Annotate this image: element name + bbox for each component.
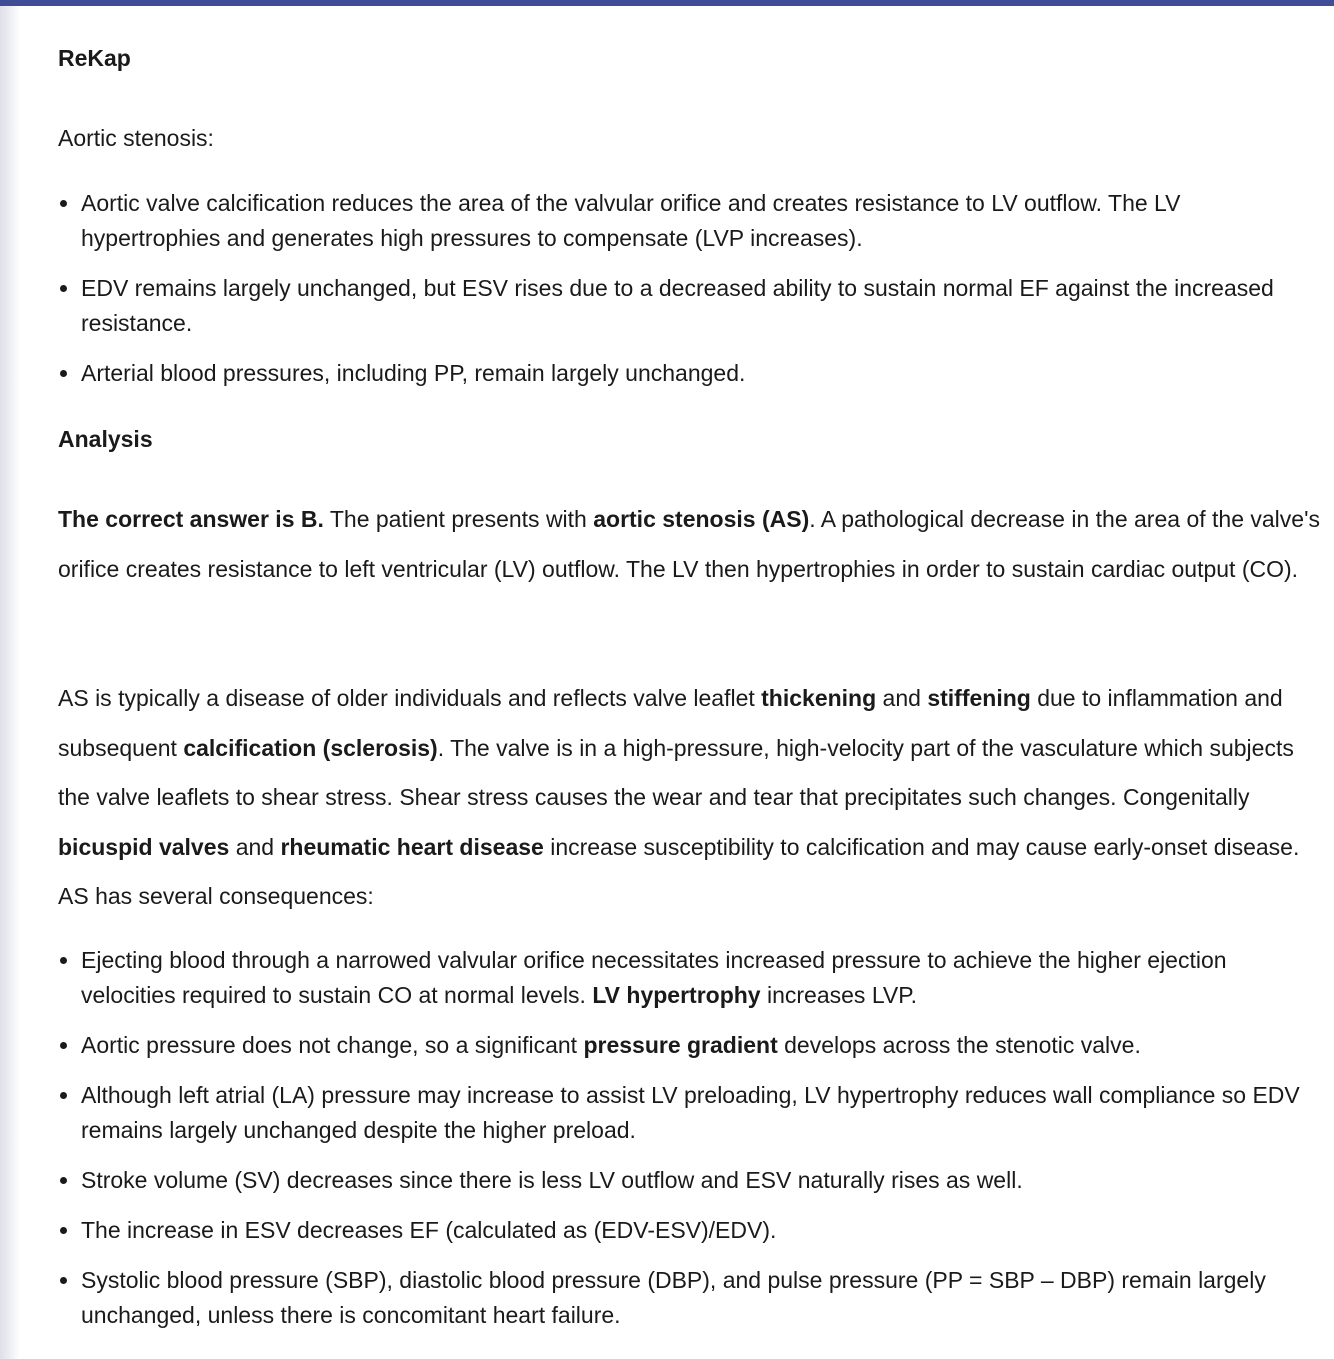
key-term: thickening [761,685,877,711]
key-term: rheumatic heart disease [280,833,544,860]
consequence-bullet: Systolic blood pressure (SBP), diastolic blood pressure (DBP), and pulse pressure (PP = SBP – DBP) remain largely unchanged, unless there is concomitant heart failure. [81,1263,1317,1333]
paragraph-text: . The valve is in a high-pressure, high-velocity part of the vasculature which subjects the valve leaflets to shear stress. Shear stress causes the wear and tear that precipitates such changes. Congenitally [58,734,1294,810]
consequence-bullet [81,1028,1317,1063]
paragraph-text: increase susceptibility to calcification and may cause early-onset disease. AS has several consequences: [58,833,1300,909]
key-term: stiffening [927,685,1031,711]
rekap-bullet: Aortic valve calcification reduces the area of the valvular orifice and creates resistance to LV outflow. The LV hypertrophies and generates high pressures to compensate (LVP increases). [81,186,1317,256]
consequence-bullet: Stroke volume (SV) decreases since there is less LV outflow and ESV naturally rises as well. [81,1163,1317,1198]
correct-answer-statement: The correct answer is B. [58,506,324,532]
paragraph-text: due to inflammation and subsequent [58,685,1283,761]
consequence-bullet [81,943,1317,1013]
paragraph-text: and [876,685,928,711]
left-edge-shadow [0,6,20,1359]
analysis-paragraph-answer [58,495,1320,594]
rekap-bullet: EDV remains largely unchanged, but ESV rises due to a decreased ability to sustain normal EF against the increased resistance. [81,271,1317,341]
consequence-bullet: The increase in ESV decreases EF (calculated as (EDV-ESV)/EDV). [81,1213,1317,1248]
key-term: pressure gradient [583,1032,778,1058]
paragraph-text: . A pathological decrease in the area of the valve's orifice creates resistance to left ventricular (LV) outflow. The LV then hypertrophies in order to sustain cardiac output (CO). [58,506,1320,582]
paragraph-text: and [229,833,281,860]
rekap-bullet-list [58,186,1317,406]
rekap-heading: ReKap [58,45,131,71]
key-term: bicuspid valves [58,833,230,860]
analysis-paragraph-pathology [58,674,1320,922]
rekap-intro: Aortic stenosis: [58,125,214,151]
key-term: LV hypertrophy [592,982,761,1008]
consequence-bullet: Although left atrial (LA) pressure may increase to assist LV preloading, LV hypertrophy reduces wall compliance so EDV remains largely unchanged despite the higher preload. [81,1078,1317,1148]
bullet-text: Aortic pressure does not change, so a significant [81,1032,584,1058]
key-term: calcification (sclerosis) [183,734,438,761]
consequences-bullet-list [58,943,1317,1348]
paragraph-text: AS is typically a disease of older individuals and reflects valve leaflet [58,685,762,711]
bullet-text: develops across the stenotic valve. [777,1032,1141,1058]
rekap-bullet: Arterial blood pressures, including PP, remain largely unchanged. [81,356,1317,391]
analysis-heading: Analysis [58,426,153,452]
paragraph-text: The patient presents with [323,506,594,532]
top-accent-bar [0,0,1334,6]
key-term: aortic stenosis (AS) [593,506,810,532]
bullet-text: increases LVP. [760,982,918,1008]
bullet-text: Ejecting blood through a narrowed valvular orifice necessitates increased pressure to achieve the higher ejection velocities required to sustain CO at normal levels. [81,947,1227,1008]
